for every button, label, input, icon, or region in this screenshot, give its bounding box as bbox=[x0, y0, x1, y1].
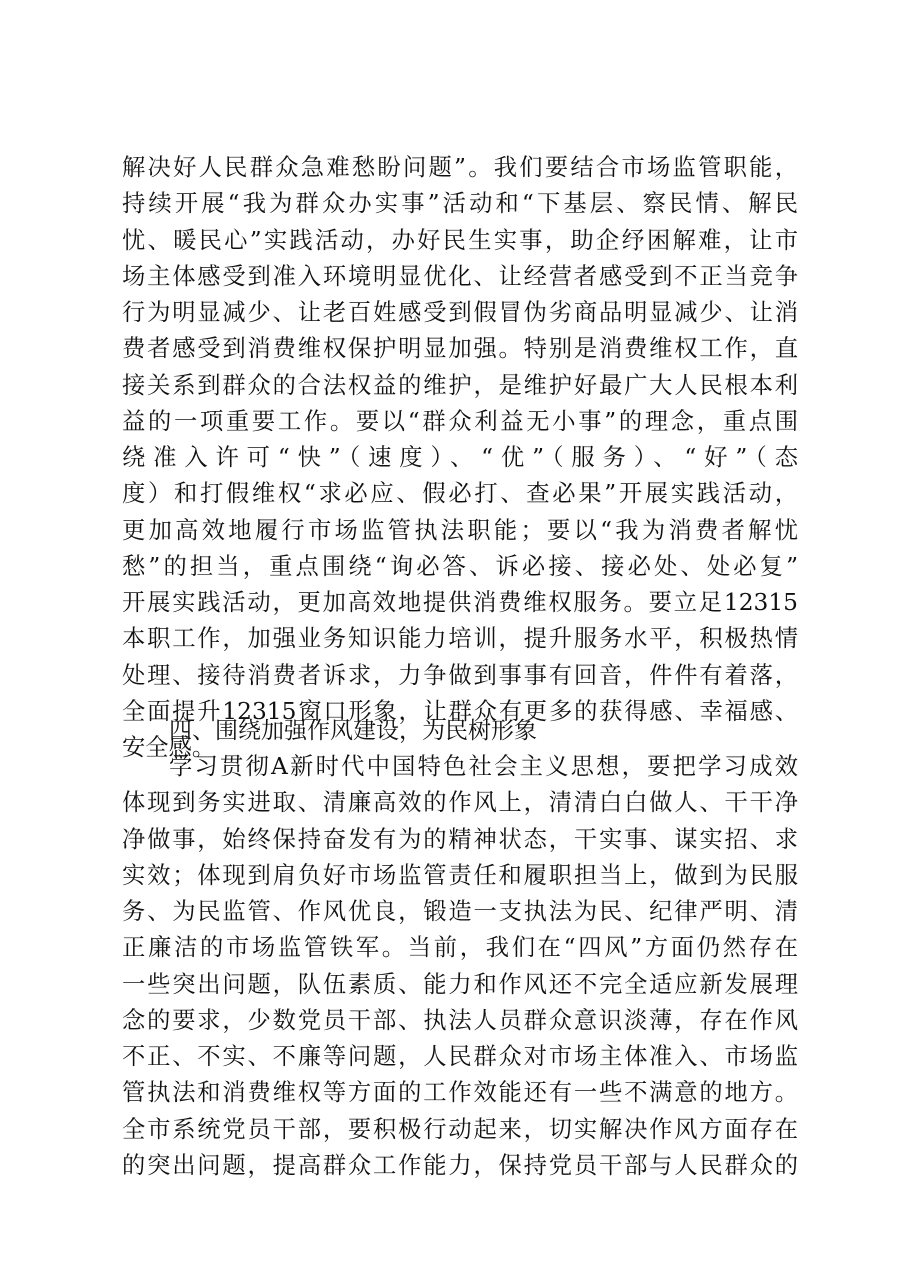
paragraph-line: 解决好人民群众急难愁盼问题”。我们要结合市场监管职能， bbox=[122, 154, 798, 181]
paragraph-market-supervision-service bbox=[122, 150, 798, 766]
section-heading-text: 四、围绕加强作风建设，为民树形象 bbox=[169, 718, 537, 744]
paragraph-line: 本职工作，加强业务知识能力培训，提升服务水平，积极热情 bbox=[122, 625, 798, 653]
paragraph-line: 全面提升12315窗口形象，让群众有更多的获得感、幸福感、 bbox=[122, 697, 798, 725]
paragraph-line: 行为明显减少、让老百姓感受到假冒伪劣商品明显减少、让消 bbox=[122, 299, 798, 326]
paragraph-line: 净做事，始终保持奋发有为的精神状态，干实事、谋实招、求 bbox=[122, 825, 798, 853]
paragraph-line: 持续开展“我为群众办实事”活动和“下基层、察民情、解民 bbox=[122, 190, 798, 218]
paragraph-line: 念的要求，少数党员干部、执法人员群众意识淡薄，存在作风 bbox=[122, 1006, 798, 1034]
paragraph-line: 忧、暖民心”实践活动，办好民生实事，助企纾困解难，让市 bbox=[122, 226, 798, 254]
paragraph-line: 度）和打假维权“求必应、假必打、查必果”开展实践活动， bbox=[122, 480, 798, 508]
paragraph-line: 正廉洁的市场监管铁军。当前，我们在“四风”方面仍然存在 bbox=[122, 934, 798, 962]
paragraph-line: 更加高效地履行市场监管执法职能；要以“我为消费者解忧 bbox=[122, 516, 798, 544]
paragraph-line: 的突出问题，提高群众工作能力，保持党员干部与人民群众的 bbox=[122, 1151, 798, 1179]
section-heading bbox=[169, 713, 798, 749]
paragraph-line: 全市系统党员干部，要积极行动起来，切实解决作风方面存在 bbox=[122, 1115, 798, 1143]
paragraph-line: 愁”的担当，重点围绕“询必答、诉必接、接必处、处必复” bbox=[122, 552, 798, 580]
paragraph-line: 学习贯彻A新时代中国特色社会主义思想，要把学习成效 bbox=[169, 753, 798, 780]
paragraph-line: 开展实践活动，更加高效地提供消费维权服务。要立足12315 bbox=[122, 589, 798, 616]
paragraph-line: 体现到务实进取、清廉高效的作风上，清清白白做人、干干净 bbox=[122, 789, 798, 817]
paragraph-line: 务、为民监管、作风优良，锻造一支执法为民、纪律严明、清 bbox=[122, 898, 798, 925]
paragraph-line: 处理、接待消费者诉求，力争做到事事有回音，件件有着落， bbox=[122, 661, 798, 689]
paragraph-line: 实效；体现到肩负好市场监管责任和履职担当上，做到为民服 bbox=[122, 861, 798, 889]
paragraph-line: 费者感受到消费维权保护明显加强。特别是消费维权工作，直 bbox=[122, 335, 798, 363]
paragraph-line: 绕准入许可“快”（速度）、“优”（服务）、“好”（态 bbox=[122, 444, 798, 471]
paragraph-line: 益的一项重要工作。要以“群众利益无小事”的理念，重点围 bbox=[122, 407, 798, 435]
paragraph-line: 安全感。 bbox=[122, 734, 216, 761]
paragraph-line: 一些突出问题，队伍素质、能力和作风还不完全适应新发展理 bbox=[122, 970, 798, 998]
paragraph-work-style bbox=[122, 749, 798, 1184]
paragraph-line: 场主体感受到准入环境明显优化、让经营者感受到不正当竞争 bbox=[122, 262, 798, 290]
paragraph-line: 接关系到群众的合法权益的维护，是维护好最广大人民根本利 bbox=[122, 371, 798, 399]
paragraph-line: 管执法和消费维权等方面的工作效能还有一些不满意的地方。 bbox=[122, 1079, 798, 1107]
paragraph-line: 不正、不实、不廉等问题，人民群众对市场主体准入、市场监 bbox=[122, 1043, 798, 1070]
